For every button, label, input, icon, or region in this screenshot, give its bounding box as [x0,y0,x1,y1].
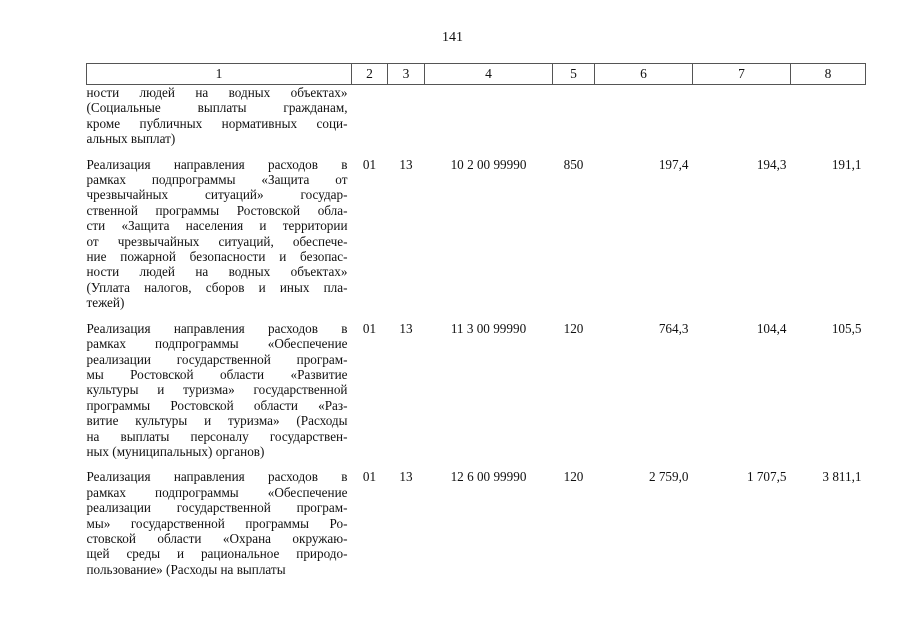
amount-year-2 [693,85,791,157]
row-description [87,469,352,587]
description-line: рамках подпрограммы «Обеспечение [86,336,348,352]
section-code: 13 [399,156,413,172]
description-line: ние пожарной безопасности и безопас- [86,249,348,265]
amount-year-1: 197,4 [658,156,689,172]
page-number: 141 [442,30,463,45]
amount-year-2: 104,4 [756,320,787,336]
description-line: реализации государственной програм- [86,500,348,516]
ministry-code: 01 [362,156,377,172]
description-line: реализации государственной програм- [86,351,348,367]
header-col-3: 3 [388,64,425,85]
description-line: ности людей на водных объектах» [86,85,348,100]
header-col-1: 1 [87,64,352,85]
expense-kind-code: 120 [563,469,584,485]
header-col-5: 5 [553,64,595,85]
description-line: Реализация направления расходов в [86,156,348,172]
header-col-6: 6 [595,64,693,85]
section-code: 13 [399,469,413,485]
target-code: 12 6 00 99990 [450,469,527,485]
description-line: (Уплата налогов, сборов и иных пла- [86,279,348,295]
description-line: тежей) [86,295,125,311]
description-line: ных (муниципальных) органов) [86,443,265,459]
header-row [87,64,866,85]
header-col-2: 2 [352,64,388,85]
description-line: щей среды и рациональное природо- [86,546,348,562]
description-line: Реализация направления расходов в [86,320,348,336]
description-line: на выплаты персоналу государствен- [86,428,348,444]
table-row [87,85,866,157]
table-row [87,469,866,587]
target-code: 10 2 00 99990 [450,156,527,172]
header-col-4: 4 [425,64,553,85]
row-description [87,321,352,470]
amount-year-3: 105,5 [831,320,862,336]
amount-year-2: 1 707,5 [746,469,787,485]
amount-year-1: 2 759,0 [648,469,689,485]
description-line: рамках подпрограммы «Обеспечение [86,484,348,500]
description-line: от чрезвычайных ситуаций, обеспече- [86,233,348,249]
description-line: мы» государственной программы Ро- [86,515,348,531]
amount-year-1 [595,85,693,157]
section-code: 13 [399,320,413,336]
row-description [87,157,352,321]
amount-year-3: 3 811,1 [822,469,862,485]
amount-year-3 [791,85,866,157]
description-line: рамках подпрограммы «Защита от [86,172,348,188]
table-row [87,321,866,470]
expense-kind-code: 850 [563,156,584,172]
description-line: стовской области «Охрана окружаю- [86,530,348,546]
section-code [388,85,425,157]
description-line: ственной программы Ростовской обла- [86,202,348,218]
description-line: (Социальные выплаты гражданам, [86,100,348,116]
table-row [87,157,866,321]
ministry-code: 01 [362,469,377,485]
ministry-code: 01 [362,320,377,336]
description-line: сти «Защита населения и территории [86,218,348,234]
target-code: 11 3 00 99990 [450,320,527,336]
description-line: витие культуры и туризма» (Расходы [86,413,348,429]
expense-kind-code [553,85,595,157]
description-line: пользование» (Расходы на выплаты [86,561,286,577]
amount-year-2: 194,3 [756,156,787,172]
row-description [87,85,352,157]
description-line: ности людей на водных объектах» [86,264,348,280]
amount-year-1: 764,3 [658,320,689,336]
header-col-7: 7 [693,64,791,85]
description-line: мы Ростовской области «Развитие [86,366,348,382]
ministry-code [352,85,388,157]
description-line: чрезвычайных ситуаций» государ- [86,187,348,203]
budget-table [86,63,866,587]
header-col-8: 8 [791,64,866,85]
amount-year-3: 191,1 [831,156,862,172]
description-line: Реализация направления расходов в [86,469,348,485]
description-line: программы Ростовской области «Раз- [86,397,348,413]
description-line: культуры и туризма» государственной [86,382,348,398]
description-line: кроме публичных нормативных соци- [86,115,348,131]
expense-kind-code: 120 [563,320,584,336]
table-body [87,85,866,588]
description-line: альных выплат) [86,131,176,147]
target-code [425,85,553,157]
